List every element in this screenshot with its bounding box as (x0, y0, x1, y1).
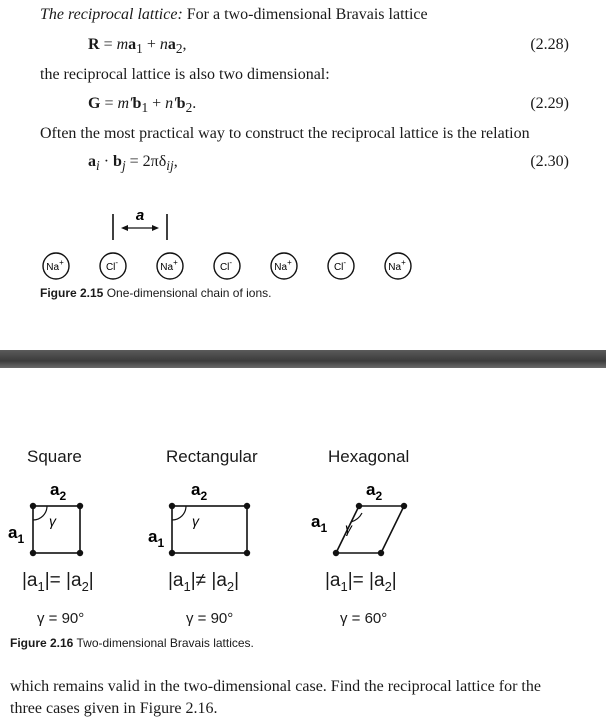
caption-label: Figure 2.16 (10, 636, 74, 650)
caption-text: Two-dimensional Bravais lattices. (76, 636, 254, 650)
a1-label: $a_1$ (8, 523, 25, 546)
equation-2-28 (88, 36, 187, 57)
eq-coef: n′ (165, 95, 177, 112)
eq-rhs: = 2πδ (125, 153, 167, 170)
lattice-diagrams (0, 473, 606, 568)
rectangular-lattice (148, 480, 250, 556)
body-line: the reciprocal lattice is also two dimensional: (40, 66, 330, 83)
eq-plus: + (142, 36, 160, 53)
spacing-label: a (135, 207, 145, 224)
ion-label: Cl- (333, 258, 347, 273)
relation-square: $|a_1|= |a_2|$ (22, 570, 94, 594)
eq-sign: = (100, 95, 118, 112)
ion-label: Na+ (274, 258, 292, 273)
arrow-head-left (121, 225, 128, 231)
equation-2-30 (88, 153, 178, 174)
eq-tail: . (192, 95, 197, 112)
a2-label: $a_2$ (191, 480, 208, 503)
eq-vec: b (113, 153, 122, 170)
a2-label: $a_2$ (366, 480, 383, 503)
lattice-title-rectangular: Rectangular (166, 447, 258, 466)
ion-label: Cl- (105, 258, 119, 273)
eq-vec: a (128, 36, 137, 53)
figure-2-15-caption (40, 286, 271, 300)
square-lattice (8, 480, 83, 556)
equation-number: (2.30) (530, 153, 569, 170)
lattice-point (378, 550, 384, 556)
equation-2-29 (88, 95, 196, 116)
lattice-point (169, 550, 175, 556)
gamma-label: γ (49, 513, 56, 529)
eq-sub: 2 (185, 100, 193, 116)
eq-vec: a (167, 36, 176, 53)
eq-sub: j (121, 158, 126, 174)
eq-vec: b (132, 95, 142, 112)
gamma-label: γ (192, 513, 199, 529)
caption-text: One-dimensional chain of ions. (106, 286, 272, 300)
rectangular-cell (172, 506, 247, 553)
arrow-head-right (152, 225, 159, 231)
eq-sub: ij (166, 158, 174, 174)
angle-hexagonal: γ = 60° (340, 610, 388, 627)
eq-tail: , (173, 153, 178, 170)
a1-label: $a_1$ (148, 527, 165, 550)
intro-line (40, 6, 428, 24)
hexagonal-lattice (311, 480, 407, 556)
eq-dot: · (99, 153, 114, 170)
eq-sub: i (96, 158, 100, 174)
eq-coef: m (116, 36, 129, 53)
a2-label: $a_2$ (50, 480, 67, 503)
body-line: which remains valid in the two-dimensional case. Find the reciprocal lattice for the (10, 678, 541, 695)
body-line: Often the most practical way to construct the reciprocal lattice is the relation (40, 125, 530, 142)
eq-sub: 1 (136, 41, 143, 57)
eq-lhs: R (88, 36, 100, 53)
equation-number: (2.29) (530, 95, 569, 112)
page-bottom (0, 368, 606, 723)
ion-label: Na+ (46, 258, 64, 273)
figure-2-16-caption (10, 636, 254, 650)
eq-vec: b (176, 95, 186, 112)
page-separator (0, 350, 606, 368)
lattice-title-hexagonal: Hexagonal (328, 447, 410, 466)
lattice-point (77, 503, 83, 509)
eq-vec: a (88, 153, 96, 170)
ion-label: Na+ (160, 258, 178, 273)
eq-sub: 1 (141, 100, 149, 116)
relation-rectangular: $|a_1|\ne |a_2|$ (168, 570, 240, 594)
a1-label: $a_1$ (311, 512, 328, 535)
eq-coef: m′ (117, 95, 133, 112)
eq-sign: = (99, 36, 117, 53)
eq-sub: 2 (175, 41, 183, 57)
intro-title: The reciprocal lattice: (40, 6, 183, 23)
lattice-point (169, 503, 175, 509)
relation-hexagonal: $|a_1|= |a_2|$ (325, 570, 397, 594)
eq-tail: , (182, 36, 187, 53)
body-line: three cases given in Figure 2.16. (10, 700, 218, 717)
eq-coef: n (159, 36, 168, 53)
ion-label: Na+ (388, 258, 406, 273)
page-top (0, 0, 606, 350)
eq-plus: + (148, 95, 166, 112)
lattice-point (244, 550, 250, 556)
eq-lhs: G (88, 95, 101, 112)
angle-square: γ = 90° (37, 610, 85, 627)
ion-label: Cl- (219, 258, 233, 273)
lattice-point (333, 550, 339, 556)
lattice-point (30, 503, 36, 509)
lattice-point (77, 550, 83, 556)
angle-rectangular: γ = 90° (186, 610, 234, 627)
intro-rest: For a two-dimensional Bravais lattice (186, 6, 428, 23)
ion-group (43, 253, 411, 279)
caption-label: Figure 2.15 (40, 286, 104, 300)
lattice-point (356, 503, 362, 509)
equation-number: (2.28) (530, 36, 569, 53)
square-cell (33, 506, 80, 553)
ion-chain-figure (0, 200, 606, 290)
gamma-label: γ (345, 520, 352, 536)
lattice-title-square: Square (27, 447, 82, 466)
lattice-point (30, 550, 36, 556)
lattice-point (401, 503, 407, 509)
lattice-point (244, 503, 250, 509)
